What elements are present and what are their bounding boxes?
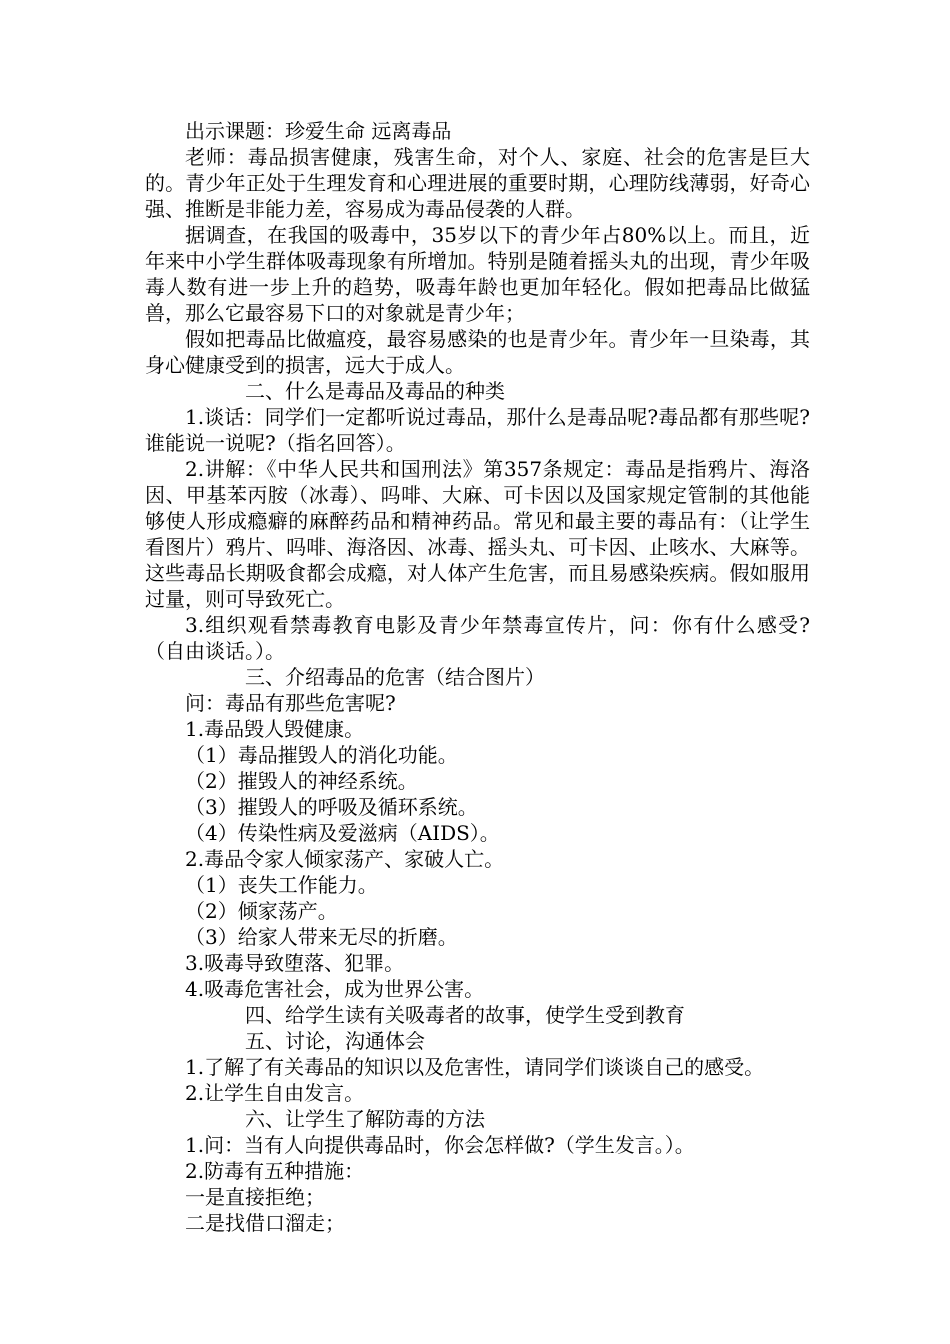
section-heading: 二、什么是毒品及毒品的种类 [245,379,505,403]
paragraph: 2.防毒有五种措施： [185,1159,365,1183]
paragraph: （1）丧失工作能力。 [185,873,378,897]
paragraph: （3）摧毁人的呼吸及循环系统。 [185,795,478,819]
paragraph: 假如把毒品比做瘟疫，最容易感染的也是青少年。青少年一旦染毒，其身心健康受到的损害，远大于成人。 [145,327,810,377]
paragraph: （1）毒品摧毁人的消化功能。 [185,743,458,767]
paragraph: 二是找借口溜走； [185,1211,345,1235]
paragraph: 一是直接拒绝； [185,1185,325,1209]
paragraph: 问：毒品有那些危害呢? [185,691,396,715]
paragraph: 1.问：当有人向提供毒品时，你会怎样做?（学生发言。）。 [185,1133,695,1157]
paragraph: 1.毒品毁人毁健康。 [185,717,365,741]
paragraph: 3.组织观看禁毒教育电影及青少年禁毒宣传片，问：你有什么感受?（自由谈话。）。 [145,613,810,663]
paragraph: （3）给家人带来无尽的折磨。 [185,925,458,949]
document-body [145,118,810,1236]
paragraph: 4.吸毒危害社会，成为世界公害。 [185,977,485,1001]
paragraph: 1.了解了有关毒品的知识以及危害性，请同学们谈谈自己的感受。 [185,1055,765,1079]
section-heading: 五、讨论，沟通体会 [245,1029,425,1053]
paragraph: 2.毒品令家人倾家荡产、家破人亡。 [185,847,505,871]
paragraph: （4）传染性病及爱滋病（AIDS）。 [185,821,500,845]
section-heading: 四、给学生读有关吸毒者的故事，使学生受到教育 [245,1003,685,1027]
paragraph: 老师：毒品损害健康，残害生命，对个人、家庭、社会的危害是巨大的。青少年正处于生理发育和心理进展的重要时期，心理防线薄弱，好奇心强、推断是非能力差，容易成为毒品侵袭的人群。 [145,145,810,221]
section-heading: 六、让学生了解防毒的方法 [245,1107,485,1131]
paragraph: （2）摧毁人的神经系统。 [185,769,418,793]
paragraph: 2.讲解：《中华人民共和国刑法》第357条规定：毒品是指鸦片、海洛因、甲基苯丙胺（冰毒）、吗啡、大麻、可卡因以及国家规定管制的其他能够使人形成瘾癖的麻醉药品和精神药品。常见和最主要的毒品有：（让学生看图片）鸦片、吗啡、海洛因、冰毒、摇头丸、可卡因、止咳水、大麻等。这些毒品长期吸食都会成瘾，对人体产生危害，而且易感染疾病。假如服用过量，则可导致死亡。 [145,457,810,611]
paragraph: 1.谈话：同学们一定都听说过毒品，那什么是毒品呢?毒品都有那些呢?谁能说一说呢?（指名回答）。 [145,405,810,455]
paragraph: 出示课题：珍爱生命 远离毒品 [185,119,452,143]
paragraph: 3.吸毒导致堕落、犯罪。 [185,951,405,975]
paragraph: （2）倾家荡产。 [185,899,338,923]
paragraph: 据调查，在我国的吸毒中，35岁以下的青少年占80%以上。而且，近年来中小学生群体吸毒现象有所增加。特别是随着摇头丸的出现，青少年吸毒人数有进一步上升的趋势，吸毒年龄也更加年轻化。假如把毒品比做猛兽，那么它最容易下口的对象就是青少年； [145,223,810,325]
section-heading: 三、介绍毒品的危害（结合图片） [245,665,545,689]
paragraph: 2.让学生自由发言。 [185,1081,365,1105]
